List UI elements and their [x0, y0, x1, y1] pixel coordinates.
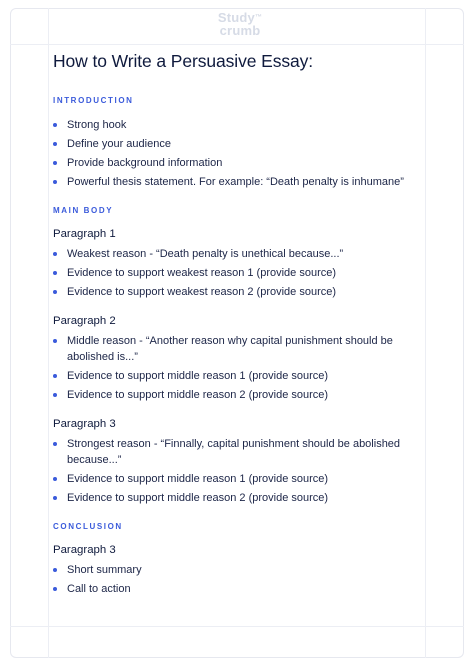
bullet-icon	[53, 442, 57, 446]
list-item	[53, 471, 433, 487]
essay-outline	[53, 50, 433, 600]
bullet-icon	[53, 496, 57, 500]
paragraph-1-list	[53, 246, 433, 300]
list-item-text: Strongest reason - “Finnally, capital punishment should be abolished because...”	[67, 438, 401, 466]
list-item-text: Weakest reason - “Death penalty is unethical because...”	[67, 248, 344, 260]
list-item-text: Define your audience	[67, 138, 171, 150]
list-item	[53, 155, 433, 171]
conclusion-list	[53, 562, 433, 597]
bullet-icon	[53, 374, 57, 378]
list-item	[53, 265, 433, 281]
list-item	[53, 490, 433, 506]
list-item-text: Strong hook	[67, 119, 127, 131]
list-item	[53, 136, 433, 152]
list-item	[53, 117, 433, 133]
list-item-text: Evidence to support middle reason 1 (provide source)	[67, 473, 329, 485]
bullet-icon	[53, 161, 57, 165]
list-item-text: Evidence to support weakest reason 1 (provide source)	[67, 267, 337, 279]
bullet-icon	[53, 587, 57, 591]
left-guide-line	[48, 8, 49, 658]
list-item	[53, 387, 433, 403]
introduction-list	[53, 117, 433, 190]
bullet-icon	[53, 142, 57, 146]
bullet-icon	[53, 393, 57, 397]
list-item	[53, 562, 433, 578]
paragraph-1-title: Paragraph 1	[53, 228, 116, 240]
list-item-text: Call to action	[67, 583, 131, 595]
bullet-icon	[53, 252, 57, 256]
bullet-icon	[53, 568, 57, 572]
paragraph-3-title: Paragraph 3	[53, 418, 116, 430]
paragraph-2-title: Paragraph 2	[53, 315, 116, 327]
section-label-introduction: INTRODUCTION	[53, 96, 134, 105]
studycrumb-watermark-logo	[205, 11, 275, 37]
list-item-text: Powerful thesis statement. For example: “Death penalty is inhumane”	[67, 176, 404, 188]
paragraph-2-list	[53, 333, 433, 403]
page-title: How to Write a Persuasive Essay:	[53, 51, 314, 71]
bullet-icon	[53, 477, 57, 481]
bullet-icon	[53, 339, 57, 343]
trademark-mark: ™	[254, 14, 263, 21]
bullet-icon	[53, 180, 57, 184]
paragraph-3-list	[53, 436, 433, 506]
list-item-text: Evidence to support middle reason 2 (provide source)	[67, 389, 329, 401]
list-item	[53, 581, 433, 597]
list-item-text: Short summary	[67, 564, 142, 576]
conclusion-paragraph-title: Paragraph 3	[53, 544, 116, 556]
bullet-icon	[53, 290, 57, 294]
section-label-main-body: MAIN BODY	[53, 206, 114, 215]
list-item-text: Evidence to support middle reason 1 (provide source)	[67, 370, 329, 382]
list-item-text: Middle reason - “Another reason why capital punishment should be abolished is...”	[67, 335, 393, 363]
section-label-conclusion: CONCLUSION	[53, 522, 123, 531]
bullet-icon	[53, 123, 57, 127]
list-item-text: Evidence to support weakest reason 2 (provide source)	[67, 286, 337, 298]
list-item	[53, 174, 433, 190]
list-item	[53, 284, 433, 300]
list-item	[53, 436, 433, 468]
list-item	[53, 333, 433, 365]
list-item	[53, 246, 433, 262]
top-guide-line	[10, 44, 464, 45]
watermark-line-2: crumb	[219, 23, 261, 38]
list-item-text: Provide background information	[67, 157, 223, 169]
list-item-text: Evidence to support middle reason 2 (provide source)	[67, 492, 329, 504]
bullet-icon	[53, 271, 57, 275]
list-item	[53, 368, 433, 384]
watermark-word-study: Study	[217, 10, 255, 25]
bottom-guide-line	[10, 626, 464, 627]
